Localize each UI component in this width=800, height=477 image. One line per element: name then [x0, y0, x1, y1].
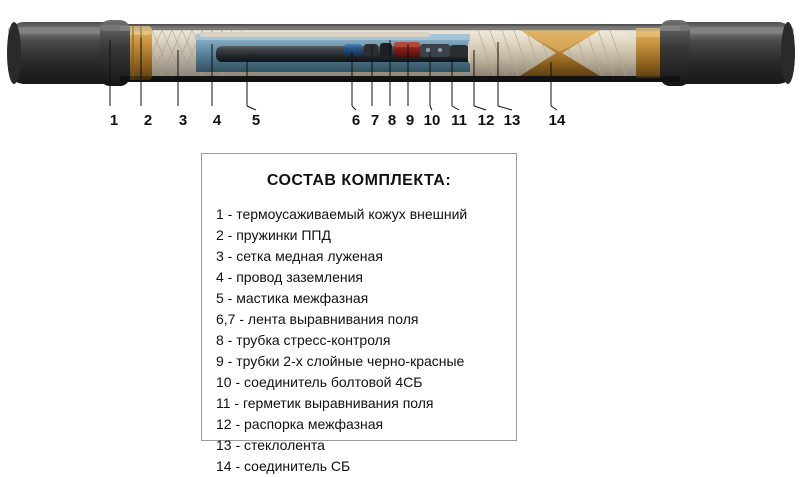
legend-item: 12 - распорка межфазная	[216, 416, 384, 432]
legend-list	[202, 204, 516, 477]
callout-number-10: 10	[423, 112, 441, 129]
grading-sealant-11	[450, 45, 468, 57]
legend-item: 13 - стеклолента	[216, 437, 325, 453]
callout-number-9: 9	[405, 112, 415, 129]
callout-number-12: 12	[477, 112, 495, 129]
callout-number-4: 4	[212, 112, 222, 129]
callout-number-6: 6	[351, 112, 361, 129]
callout-number-14: 14	[548, 112, 566, 129]
legend-item: 8 - трубка стресс-контроля	[216, 332, 391, 348]
callout-number-1: 1	[109, 112, 119, 129]
field-grading-tape-6	[344, 44, 362, 56]
legend-item: 10 - соединитель болтовой 4СБ	[216, 374, 423, 390]
legend-item: 3 - сетка медная луженая	[216, 248, 383, 264]
callout-number-3: 3	[178, 112, 188, 129]
legend-title: СОСТАВ КОМПЛЕКТА:	[266, 172, 452, 189]
joint-body-cutaway	[120, 24, 680, 82]
callout-number-2: 2	[143, 112, 153, 129]
legend-panel	[201, 153, 517, 474]
legend-item: 4 - провод заземления	[216, 269, 364, 285]
legend-item: 1 - термоусаживаемый кожух внешний	[216, 206, 468, 222]
field-grading-tape-7	[364, 44, 378, 56]
legend-item: 2 - пружинки ППД	[216, 227, 331, 243]
legend-item: 14 - соединитель СБ	[216, 458, 351, 474]
callout-number-8: 8	[387, 112, 397, 129]
legend-item: 5 - мастика межфазная	[216, 290, 369, 306]
legend-item: 11 - герметик выравнивания поля	[216, 395, 434, 411]
callout-number-13: 13	[503, 112, 521, 129]
legend-item: 9 - трубки 2-х слойные черно-красные	[216, 353, 465, 369]
bolt-connector-10	[420, 44, 450, 57]
callout-number-5: 5	[251, 112, 261, 129]
callout-number-11: 11	[451, 112, 467, 129]
legend-item: 6,7 - лента выравнивания поля	[216, 311, 419, 327]
callout-number-7: 7	[370, 112, 380, 129]
